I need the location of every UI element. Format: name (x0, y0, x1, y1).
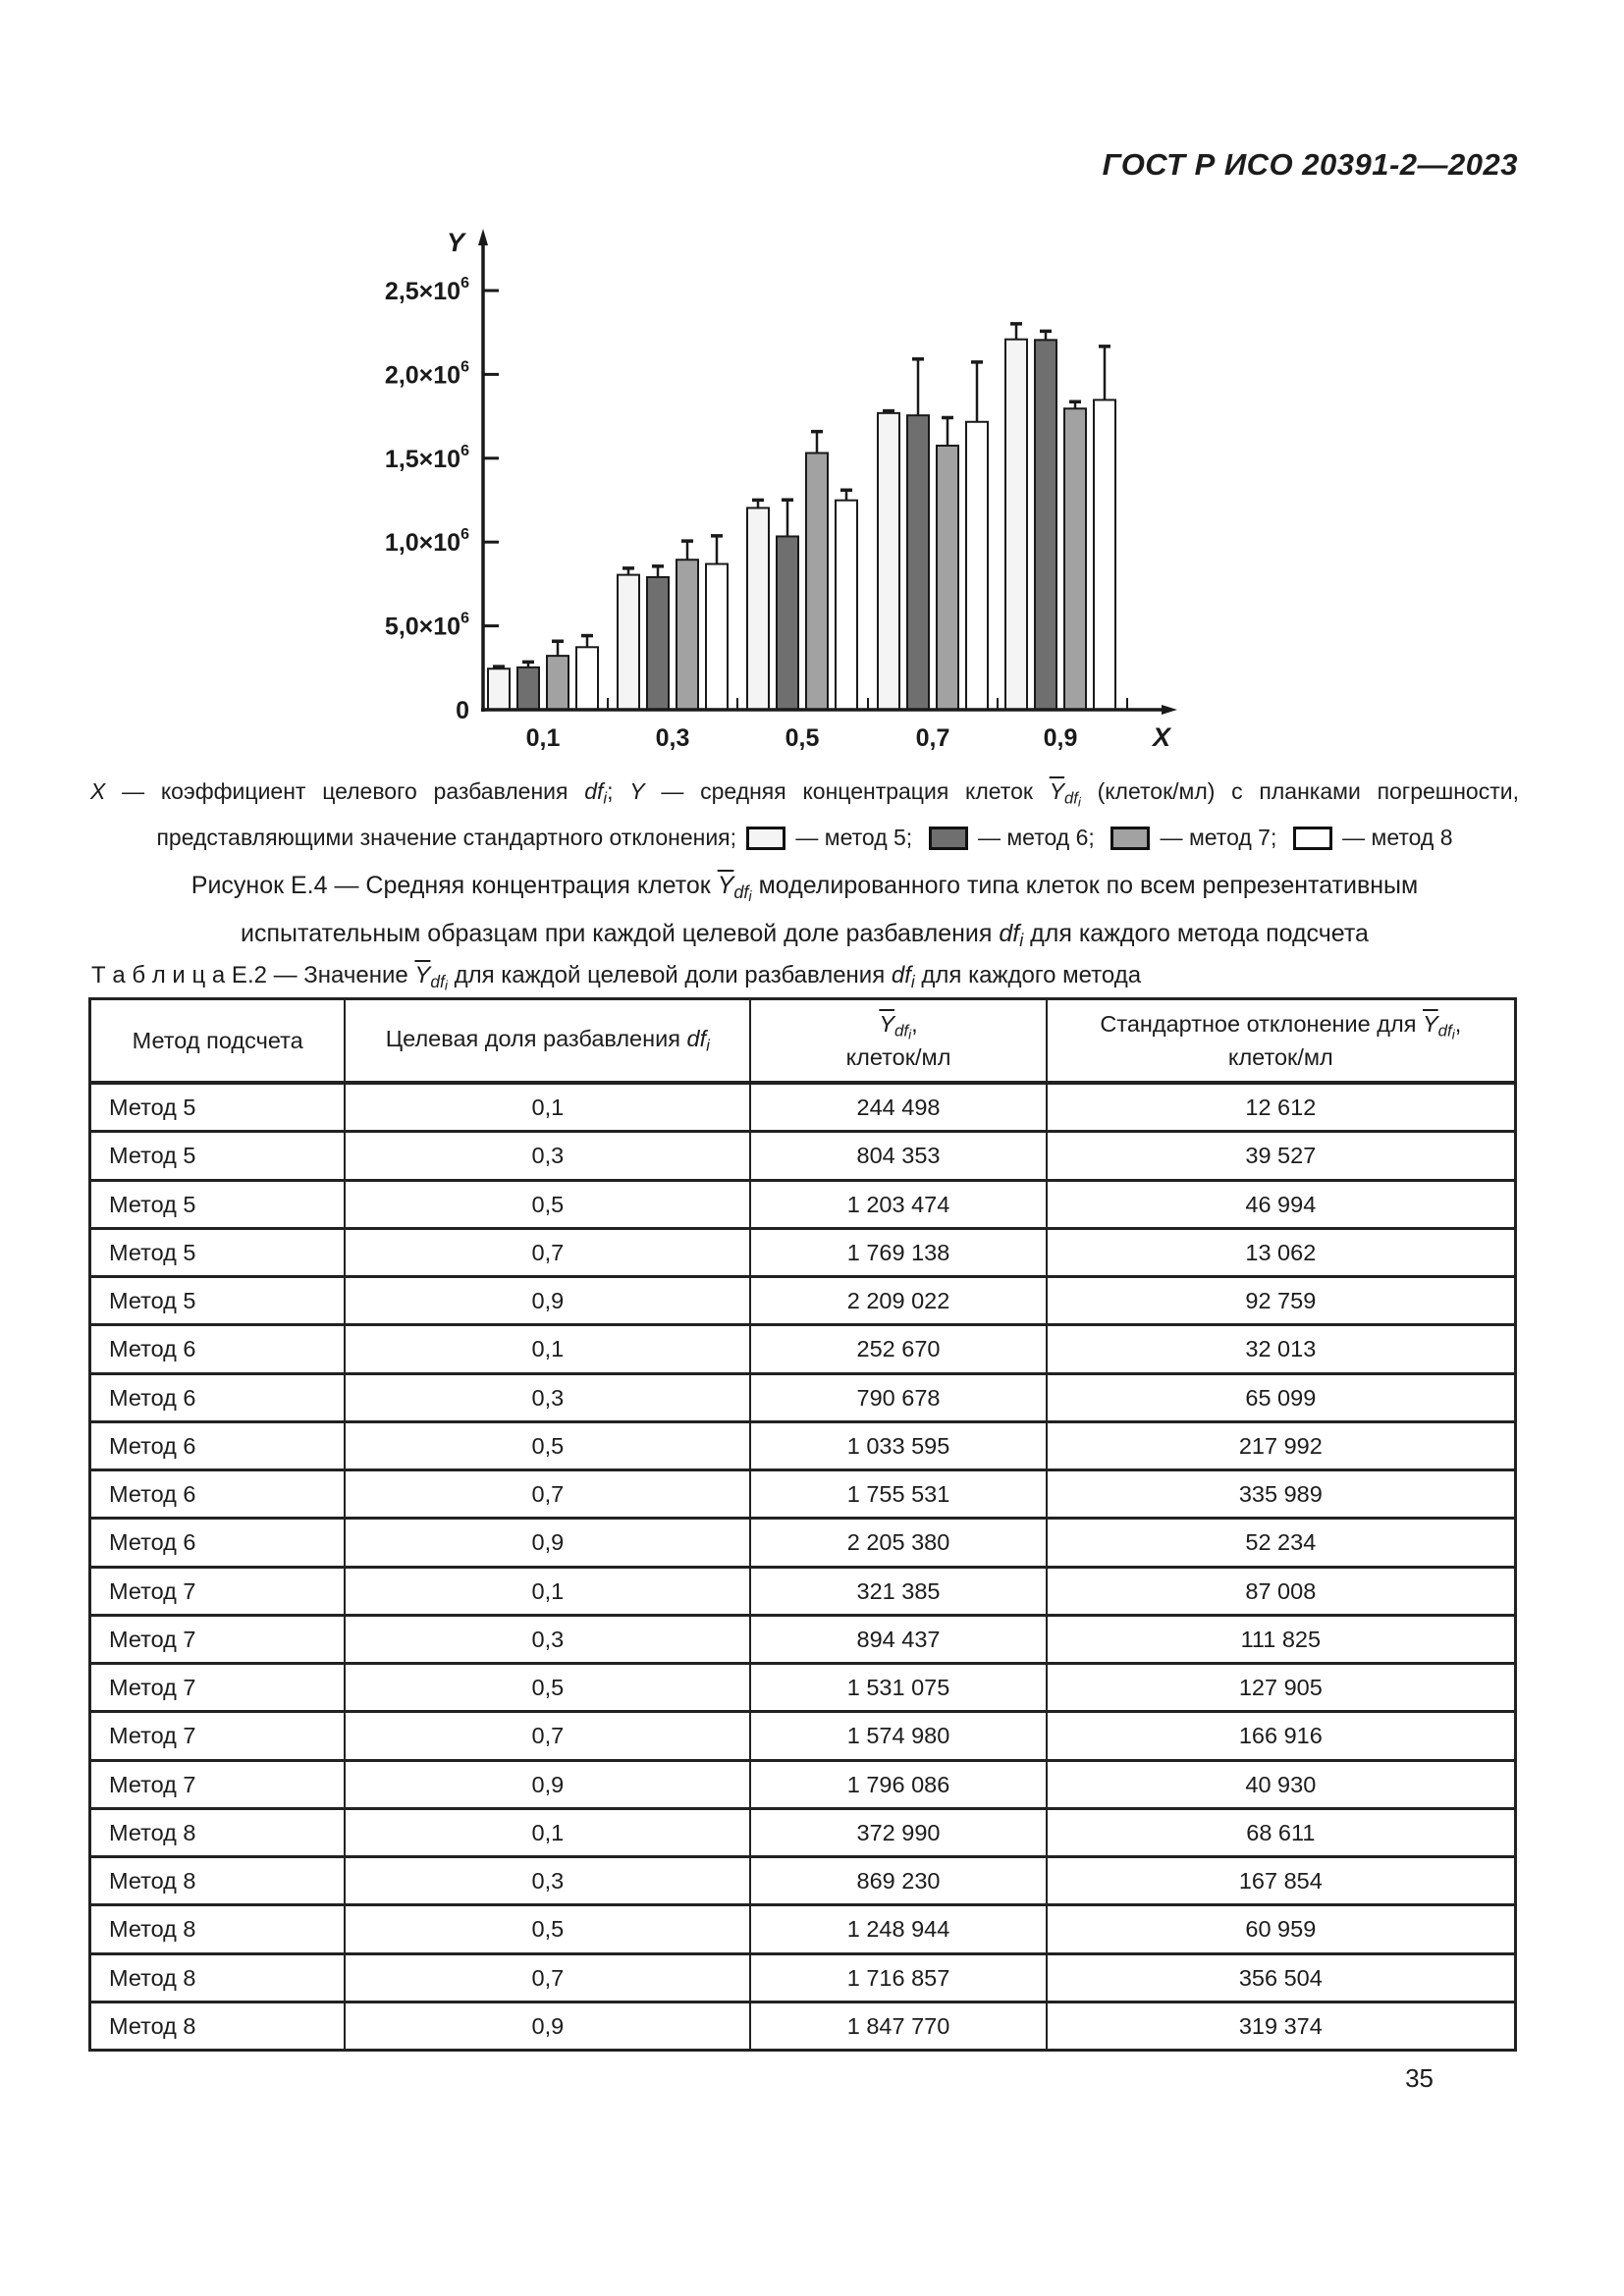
bar (618, 575, 639, 710)
legend-item (919, 825, 1102, 850)
table-row (91, 1759, 1514, 1807)
bar (806, 453, 828, 710)
df-var: df (584, 778, 604, 804)
table-cell: 1 248 944 (751, 1906, 1047, 1951)
table-cell: 0,3 (346, 1858, 751, 1903)
table-row (91, 1517, 1514, 1565)
table-cell: 39 527 (1245, 1143, 1317, 1169)
y-tick-label: $2,5\times 10^6$ (384, 275, 469, 305)
table-cell: 1 755 531 (751, 1471, 1047, 1517)
table-row (91, 1468, 1514, 1517)
table-cell: Метод 7 (91, 1713, 346, 1758)
legend-item (1101, 825, 1283, 850)
figure-caption (90, 868, 1519, 959)
table-row (91, 1662, 1514, 1710)
ybar-var: $\overline{Y}$ (1049, 778, 1065, 804)
table-cell: 869 230 (751, 1858, 1047, 1903)
header-dilution: Целевая доля разбавления $df_i$ (346, 1000, 751, 1081)
x-tick-label: 0,1 (525, 724, 561, 752)
table-row (91, 1566, 1514, 1614)
table-cell: 60 959 (1245, 1916, 1317, 1943)
table-cell: 92 759 (1245, 1288, 1317, 1314)
table-cell: 1 531 075 (751, 1665, 1047, 1710)
x-tick-label: 0,5 (785, 724, 820, 752)
bar (576, 647, 598, 710)
table-row (91, 1275, 1514, 1323)
legend-item (736, 825, 919, 850)
table-header-row (91, 1000, 1514, 1085)
y-axis-arrow (478, 229, 488, 245)
figure-caption-line1: Рисунок Е.4 — Средняя концентрация клеток $\overline{Y}_{dfi}$ моделированного типа клеток по всем репрезентативным (190, 872, 1419, 905)
table-row (91, 2001, 1514, 2049)
table-cell: 0,9 (346, 2003, 751, 2049)
table-cell: 12 612 (1245, 1095, 1317, 1121)
table-cell: 0,7 (346, 1955, 751, 2001)
bar (1094, 400, 1115, 710)
legend-swatch-method-5 (746, 827, 785, 850)
table-cell: 1 716 857 (751, 1955, 1047, 2001)
bar (966, 422, 988, 710)
table-cell: 68 611 (1246, 1819, 1316, 1845)
table-cell: 0,1 (346, 1810, 751, 1855)
table-cell: 166 916 (1238, 1723, 1323, 1749)
table-cell: 0,5 (346, 1423, 751, 1468)
legend-swatch-method-6 (929, 827, 968, 850)
table-cell: 0,7 (346, 1713, 751, 1758)
table-cell: 0,7 (346, 1471, 751, 1517)
bar (647, 577, 669, 710)
document-standard-number: ГОСТ Р ИСО 20391-2—2023 (1102, 147, 1518, 182)
bar (488, 668, 510, 710)
table-cell: 244 498 (751, 1085, 1047, 1130)
bar (517, 667, 539, 710)
table-cell: 1 847 770 (751, 2003, 1047, 2049)
chart-legend: представляющими значение стандартного отклонения; — метод 5; — метод 6; — метод 7; — метод 8 (156, 825, 1453, 851)
table-cell: 319 374 (1238, 2012, 1323, 2039)
table-cell: 252 670 (751, 1326, 1047, 1371)
table-cell: 790 678 (751, 1375, 1047, 1420)
table-row (91, 1323, 1514, 1371)
data-table (88, 997, 1517, 2052)
table-cell: 46 994 (1245, 1191, 1317, 1217)
table-cell: Метод 5 (91, 1085, 346, 1130)
table-cell: 0,1 (346, 1085, 751, 1130)
chart-key-caption (90, 774, 1519, 855)
table-row (91, 1614, 1514, 1662)
x-var: X (90, 778, 106, 804)
table-cell: 372 990 (751, 1810, 1047, 1855)
table-cell: 2 209 022 (751, 1278, 1047, 1323)
table-cell: 217 992 (1238, 1432, 1323, 1459)
table-cell: Метод 8 (91, 1810, 346, 1855)
header-mean: $\overline{Y}_{dfi}$, клеток/мл (751, 1000, 1047, 1081)
x-axis-arrow (1162, 705, 1177, 715)
table-cell: Метод 7 (91, 1762, 346, 1807)
table-cell: 111 825 (1240, 1626, 1322, 1652)
y-tick-label: $2,0\times 10^6$ (384, 358, 469, 390)
table-cell: 87 008 (1245, 1577, 1317, 1604)
chart-key-line1: X — коэффициент целевого разбавления $df_i$; Y — средняя концентрация клеток $\overline{Y}_{dfi}$ (клеток/мл) с планками погрешности, (90, 778, 1519, 810)
legend-label: — метод 8 (1335, 825, 1453, 851)
table-cell: 0,3 (346, 1375, 751, 1420)
bars-group (488, 324, 1115, 710)
table-row (91, 1372, 1514, 1420)
table-cell: 0,1 (346, 1326, 751, 1371)
table-row (91, 1807, 1514, 1855)
y-tick-label: $1,0\times 10^6$ (384, 526, 469, 558)
table-cell: Метод 6 (91, 1471, 346, 1517)
header-method: Метод подсчета (91, 1000, 346, 1081)
x-axis-label: X (1152, 722, 1171, 752)
legend-swatch-method-7 (1110, 827, 1150, 850)
table-cell: 32 013 (1245, 1336, 1317, 1362)
table-cell: Метод 8 (91, 2003, 346, 2049)
legend-items (736, 825, 1453, 850)
table-row (91, 1855, 1514, 1903)
table-cell: 0,5 (346, 1665, 751, 1710)
bar (1064, 408, 1086, 710)
legend-label: — метод 5; (789, 825, 919, 851)
y-tick-label: $5,0\times 10^6$ (384, 610, 469, 641)
legend-item (1283, 825, 1453, 850)
table-cell: 1 574 980 (751, 1713, 1047, 1758)
bar (677, 560, 698, 710)
table-cell: Метод 6 (91, 1520, 346, 1565)
table-cell: 356 504 (1238, 1964, 1323, 1991)
table-cell: Метод 7 (91, 1617, 346, 1662)
figure-caption-line2: испытательным образцам при каждой целевой доле разбавления $df_i$ для каждого метода подсчета (241, 919, 1369, 950)
table-cell: 804 353 (751, 1133, 1047, 1178)
bar (747, 507, 769, 710)
table-cell: Метод 5 (91, 1230, 346, 1275)
y-axis-label: Y (446, 228, 465, 257)
bar (1035, 340, 1056, 710)
table-row (91, 1420, 1514, 1468)
table-cell: 40 930 (1245, 1771, 1317, 1797)
legend-label: — метод 7; (1154, 825, 1283, 851)
table-row (91, 1710, 1514, 1758)
table-row (91, 1179, 1514, 1227)
x-tick-label: 0,3 (655, 724, 690, 752)
bar (1005, 340, 1027, 710)
table-cell: Метод 6 (91, 1423, 346, 1468)
table-cell: 335 989 (1238, 1481, 1323, 1508)
header-stddev: Стандартное отклонение для $\overline{Y}_{dfi}$, клеток/мл (1100, 1010, 1462, 1071)
table-cell: Метод 8 (91, 1858, 346, 1903)
legend-label: — метод 6; (971, 825, 1102, 851)
table-cell: 1 033 595 (751, 1423, 1047, 1468)
table-cell: 0,5 (346, 1906, 751, 1951)
table-cell: 167 854 (1238, 1868, 1323, 1895)
bar (878, 413, 899, 710)
legend-swatch-method-8 (1293, 827, 1332, 850)
x-tick-label: 0,7 (915, 724, 950, 752)
table-cell: Метод 8 (91, 1906, 346, 1951)
bar (907, 415, 929, 710)
table-cell: Метод 5 (91, 1133, 346, 1178)
table-cell: 321 385 (751, 1569, 1047, 1614)
table-cell: 13 062 (1245, 1239, 1317, 1265)
bar (777, 536, 798, 710)
table-row (91, 1085, 1514, 1130)
page-number: 35 (1405, 2063, 1434, 2093)
bar (547, 656, 568, 710)
table-cell: Метод 5 (91, 1182, 346, 1227)
table-cell: 0,7 (346, 1230, 751, 1275)
table-cell: 894 437 (751, 1617, 1047, 1662)
table-cell: 0,3 (346, 1133, 751, 1178)
y-var: Y (629, 778, 645, 804)
bar (706, 564, 728, 710)
table-cell: 2 205 380 (751, 1520, 1047, 1565)
table-cell: 1 769 138 (751, 1230, 1047, 1275)
table-cell: 127 905 (1238, 1675, 1323, 1701)
table-row (91, 1952, 1514, 2001)
table-body (91, 1085, 1514, 2049)
table-caption: Т а б л и ц а Е.2 — Значение $\overline{Y}_{dfi}$ для каждой целевой доли разбавления $df_i$ для каждого метода (91, 962, 1142, 993)
table-cell: 1 203 474 (751, 1182, 1047, 1227)
table-cell: 0,5 (346, 1182, 751, 1227)
table-cell: 0,9 (346, 1762, 751, 1807)
table-row (91, 1227, 1514, 1275)
table-row (91, 1903, 1514, 1951)
table-cell: 1 796 086 (751, 1762, 1047, 1807)
table-cell: Метод 8 (91, 1955, 346, 2001)
bar (836, 501, 857, 710)
table-cell: 0,3 (346, 1617, 751, 1662)
table-cell: 52 234 (1245, 1529, 1317, 1556)
y-tick-label: 0 (456, 697, 469, 724)
table-row (91, 1130, 1514, 1178)
table-cell: Метод 6 (91, 1375, 346, 1420)
y-tick-label: $1,5\times 10^6$ (384, 442, 469, 473)
table-cell: Метод 7 (91, 1665, 346, 1710)
table-cell: 0,9 (346, 1278, 751, 1323)
table-cell: Метод 7 (91, 1569, 346, 1614)
table-cell: 0,1 (346, 1569, 751, 1614)
x-tick-label: 0,9 (1043, 724, 1078, 752)
table-cell: Метод 6 (91, 1326, 346, 1371)
table-cell: Метод 5 (91, 1278, 346, 1323)
table-cell: 0,9 (346, 1520, 751, 1565)
bar-chart (324, 216, 1257, 790)
table-cell: 65 099 (1245, 1384, 1317, 1411)
bar (937, 446, 958, 710)
